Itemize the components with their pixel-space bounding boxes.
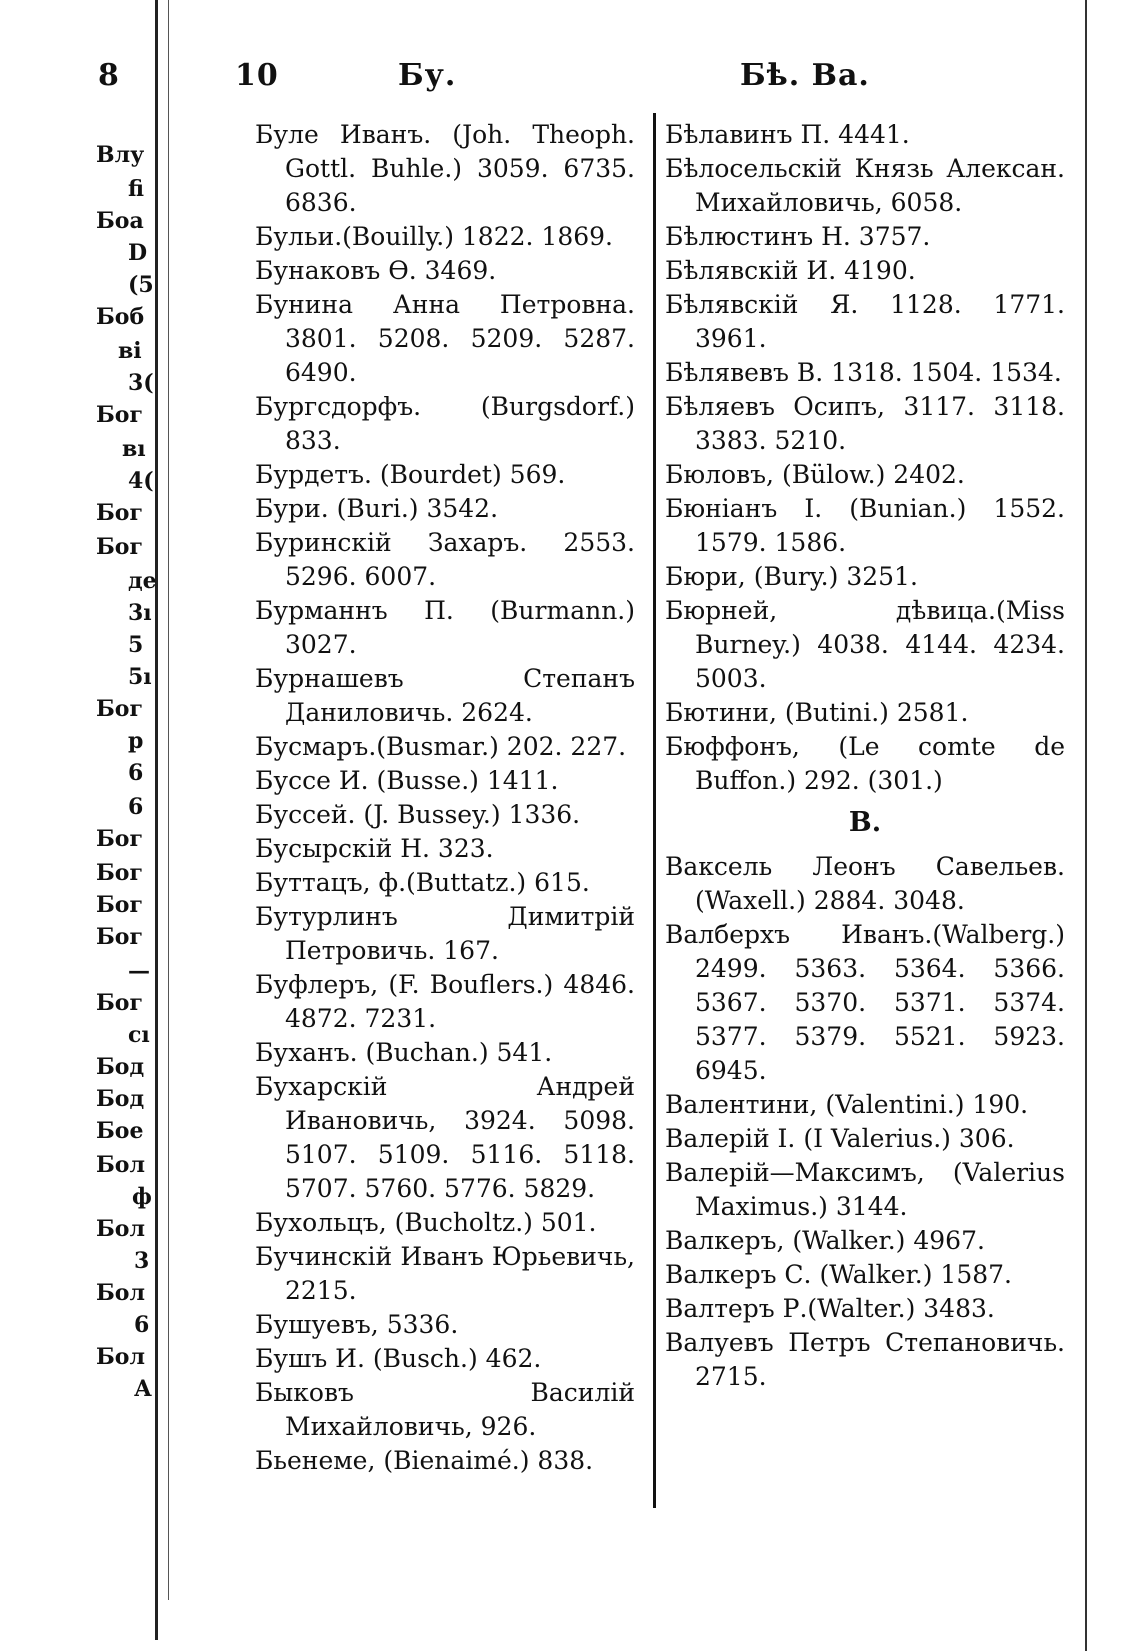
column-divider [653, 113, 656, 1508]
index-entry: Бѣлявскій Я. 1128. 1771. 3961. [665, 290, 1065, 353]
index-entry: Бухарскій Андрей Ивановичь, 3924. 5098. 5107. 5109. 5116. 5118. 5707. 5760. 5776. 5829. [255, 1072, 635, 1203]
index-entry: Бунина Анна Петровна. 3801. 5208. 5209. 5287. 6490. [255, 290, 635, 387]
page-right-edge [1085, 0, 1087, 1651]
index-entry: Бюловъ, (Bülow.) 2402. [665, 460, 965, 489]
stub-line: Боб [96, 304, 145, 330]
index-entry: Бютини, (Butini.) 2581. [665, 698, 969, 727]
index-entry: Бѣлавинъ П. 4441. [665, 120, 910, 149]
index-entry: Бутурлинъ Димитрій Петровичь. 167. [255, 902, 635, 965]
section-heading-v: В. [848, 807, 882, 838]
index-entry: Бюрней, дѣвица.(Miss Burney.) 4038. 4144. 4234. 5003. [665, 596, 1065, 693]
index-entry: Буссей. (J. Bussey.) 1336. [255, 800, 581, 829]
index-entry: Валтеръ Р.(Walter.) 3483. [665, 1294, 995, 1323]
index-entry: Валберхъ Иванъ.(Walberg.) 2499. 5363. 5364. 5366. 5367. 5370. 5371. 5374. 5377. 5379. 5521. 5923. 6945. [665, 920, 1065, 1085]
index-entry: Бурнашевъ Степанъ Даниловичь. 2624. [255, 664, 635, 727]
stub-line: Бод [96, 1086, 145, 1112]
index-entry: Бьенеме, (Bienaimé.) 838. [255, 1446, 594, 1475]
index-entry: Бѣляевъ Осипъ, 3117. 3118. 3383. 5210. [665, 392, 1065, 455]
stub-line: Боа [96, 208, 144, 234]
index-entry: Буле Иванъ. (Joh. Theoph. Gottl. Buhle.) 3059. 6735. 6836. [255, 120, 635, 217]
index-entry: Буттацъ, ф.(Buttatz.) 615. [255, 868, 590, 897]
index-entry: Валерій I. (I Valerius.) 306. [665, 1124, 1015, 1153]
stub-line: 6 [134, 1312, 150, 1338]
stub-line: Бое [96, 1118, 144, 1144]
index-entry: Бургсдорфъ. (Burgsdorf.) 833. [255, 392, 635, 455]
index-entry: Ваксель Леонъ Савельев. (Waxell.) 2884. 3048. [665, 852, 1065, 915]
stub-line: Бол [96, 1344, 145, 1370]
stub-line: сı [128, 1022, 150, 1048]
index-entry: Буханъ. (Buchan.) 541. [255, 1038, 553, 1067]
stub-line: Бог [96, 826, 143, 852]
stub-line: 5 [128, 632, 144, 658]
stub-line: D [128, 240, 148, 266]
left-index-column [255, 118, 635, 1478]
index-entry: Валерій—Максимъ, (Valerius Maximus.) 3144. [665, 1158, 1065, 1221]
index-entry: Быковъ Василій Михайловичь, 926. [255, 1378, 635, 1441]
index-entry: Бѣлявевъ В. 1318. 1504. 1534. [665, 358, 1062, 387]
index-entry: Валкеръ С. (Walker.) 1587. [665, 1260, 1012, 1289]
stub-line: — [128, 958, 150, 984]
index-entry: Бюри, (Bury.) 3251. [665, 562, 918, 591]
stub-line: fi [128, 176, 144, 202]
stub-line: 3ı [128, 600, 152, 626]
stub-line: вı [122, 436, 146, 462]
index-entry: Бѣлосельскій Князь Алексан. Михайловичь, 6058. [665, 154, 1065, 217]
index-entry: Бунаковъ Ѳ. 3469. [255, 256, 497, 285]
index-entry: Бульи.(Bouilly.) 1822. 1869. [255, 222, 613, 251]
index-entry: Бусмаръ.(Busmar.) 202. 227. [255, 732, 627, 761]
stub-line: Бог [96, 892, 143, 918]
stub-line: Бог [96, 924, 143, 950]
index-entry: Буссе И. (Busse.) 1411. [255, 766, 559, 795]
stub-line: Бол [96, 1280, 145, 1306]
index-entry: Бушъ И. (Busch.) 462. [255, 1344, 542, 1373]
stub-line: 4( [128, 468, 154, 494]
index-entry: Бучинскій Иванъ Юрьевичь, 2215. [255, 1242, 635, 1305]
index-entry: Бусырскій Н. 323. [255, 834, 494, 863]
index-entry: Бѣлюстинъ Н. 3757. [665, 222, 931, 251]
stub-line: 6 [128, 794, 144, 820]
index-entry: Бухольцъ, (Bucholtz.) 501. [255, 1208, 597, 1237]
index-entry: Бюніанъ I. (Bunian.) 1552. 1579. 1586. [665, 494, 1065, 557]
stub-line: 6 [128, 760, 144, 786]
stub-line: Бол [96, 1216, 145, 1242]
stub-line: ві [118, 338, 142, 364]
right-running-head: Бѣ. Ва. [740, 58, 870, 93]
right-index-column [665, 118, 1065, 1394]
stub-line: де [128, 568, 157, 594]
stub-line: Влу [96, 142, 145, 168]
stub-line: Бог [96, 990, 143, 1016]
left-running-head: Бу. [398, 58, 457, 93]
stub-line: Бог [96, 696, 143, 722]
index-entry: Бурдетъ. (Bourdet) 569. [255, 460, 566, 489]
stub-line: Бол [96, 1152, 145, 1178]
index-entry: Бури. (Buri.) 3542. [255, 494, 499, 523]
stub-line: 3 [134, 1248, 150, 1274]
stub-line: Бог [96, 402, 143, 428]
index-entry: Валуевъ Петръ Степановичь. 2715. [665, 1328, 1065, 1391]
stub-page-number: 8 [98, 58, 120, 93]
index-entry: Бурманнъ П. (Burmann.) 3027. [255, 596, 635, 659]
stub-line: Бод [96, 1054, 145, 1080]
stub-line: ф [132, 1184, 152, 1210]
index-entry: Валентини, (Valentini.) 190. [665, 1090, 1029, 1119]
index-entry: Бюффонъ, (Le comte de Buffon.) 292. (301.) [665, 732, 1065, 795]
stub-line: (5 [128, 272, 154, 298]
stub-line: Бог [96, 500, 143, 526]
page-number: 10 [235, 58, 279, 93]
stub-line: Бог [96, 534, 143, 560]
index-entry: Буфлеръ, (F. Bouflers.) 4846. 4872. 7231. [255, 970, 635, 1033]
index-entry: Валкеръ, (Walker.) 4967. [665, 1226, 985, 1255]
adjacent-page-stubs [0, 60, 190, 1500]
stub-line: 5ı [128, 664, 152, 690]
stub-line: 3( [128, 370, 154, 396]
stub-line: А [134, 1376, 152, 1402]
index-entry: Бѣлявскій И. 4190. [665, 256, 916, 285]
stub-line: Бог [96, 860, 143, 886]
index-entry: Буринскій Захаръ. 2553. 5296. 6007. [255, 528, 635, 591]
index-entry: Бушуевъ, 5336. [255, 1310, 459, 1339]
stub-line: р [128, 728, 144, 754]
